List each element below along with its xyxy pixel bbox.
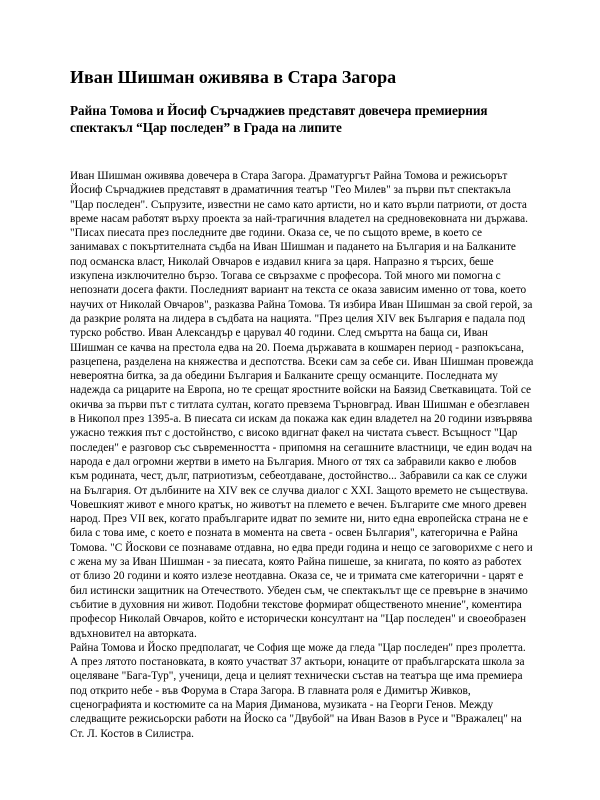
article-body [70,169,534,741]
article-paragraph: Райна Томова и Йоско предполагат, че София ще може да гледа "Цар последен" през пролетта. А през лятото постановката, в която участват 37 актьори, юнаците от прабългарската школа за оцеляване "Бага-Тур", ученици, деца и целият технически състав на театъра ще има премиера под открито небе - във Форума в Стара Загора. В главната роля е Димитър Живков, сценографията и костюмите са на Мария Диманова, музиката - на Георги Генов. Между следващите режисьорски работи на Йоско са "Двубой" на Иван Вазов в Русе и "Вражалец" на Ст. Л. Костов в Силистра. [70,641,526,740]
article-title: Иван Шишман оживява в Стара Загора [70,67,397,87]
article-paragraph: Иван Шишман оживява довечера в Стара Загора. Драматургът Райна Томова и режисьорът Йосиф Сърчаджиев представят в драматичния театър "Гео Милев" за първи път спектакъла "Цар последен". Съпрузите, известни не само като артисти, но и като върли патриоти, от доста време насам работят върху проекта за най-трагичния владетел на средновековната ни държава. "Писах пиесата през последните две години. Оказа се, че по същото време, в което се занимавах с покъртителната съдба на Иван Шишман и падането на България и на Балканите под османска власт, Николай Овчаров е издавил книга за царя. Напразно я търсих, беше изкупена изключително бързо. Тогава се свързахме с професора. Той много ми помогна с непознати досега факти. Последният вариант на текста се оказа зависим именно от това, което научих от Николай Овчаров", разказва Райна Томова. Тя избира Иван Шишман за свой герой, за да разкрие ролята на лидера в съдбата на нацията. "През целия XIV век България е падала под турско робство. Иван Александър е царувал 40 години. След смъртта на баща си, Иван Шишман се качва на престола едва на 20. Поема държавата в кошмарен период - разпокъсана, разцепена, разделена на княжества и деспотства. Всеки сам за себе си. Иван Шишман провежда невероятна битка, за да обедини България и Балканите срещу османците. Последната му надежда са рицарите на Европа, но те срещат яростните войски на Баязид Светкавицата. Той се окичва за първи път с титлата султан, когато превзема Търновград. Иван Шишман е обезглавен в Никопол през 1395-а. В пиесата си искам да покажа как един владетел на 20 години извървява ужасно тежкия път с достойнство, с високо вдигнат факел на чистата съвест. Всъщност "Цар последен" е разговор със съвременността - припомня на сегашните властници, че един водач на народа е дал огромни жертви в името на България. Много от тях са забравили какво е любов към родината, чест, дълг, патриотизъм, себеотдаване, достойнство... Забравили са как се служи на България. От дълбините на XIV век се случва диалог с XXI. Защото времето не съществува. Човешкият живот е много кратък, но животът на племето е вечен. Българите сме много древен народ. През VII век, когато прабългарите идват по земите ни, нито една европейска страна не е била с това име, с което е позната в момента на света - освен България", категорична е Райна Томова. "С Йоскови се познаваме отдавна, но едва преди година и нещо се заговорихме с него и с жена му за Иван Шишман - за пиесата, която Райна пишеше, за книгата, по която аз работех от близо 20 години и която излезе неотдавна. Оказа се, че и тримата сме категорични - царят е бил истински защитник на Отечеството. Убеден съм, че спектакълът ще се превърне в значимо събитие в духовния ни живот. Подобни текстове формират общественото мнение", коментира професор Николай Овчаров, който е исторически консултант на "Цар последен" и своеобразен вдъхновител на авторката. [70,170,534,640]
article-subtitle: Райна Томова и Йосиф Сърчаджиев представят довечера премиерния спектакъл “Цар последен” в Града на липите [70,103,488,135]
